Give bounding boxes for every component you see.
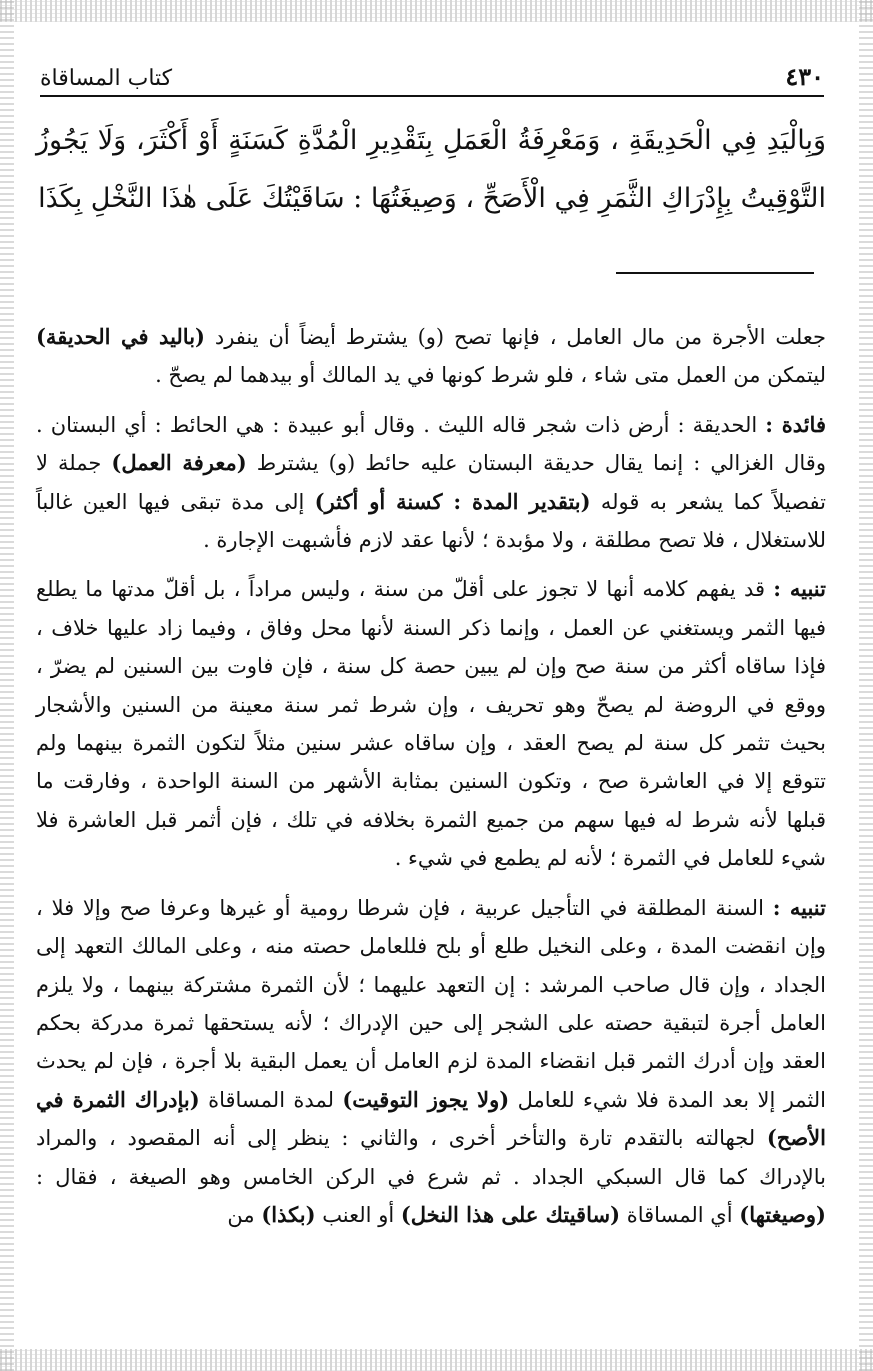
separator-rule [616, 272, 814, 274]
commentary [36, 318, 826, 1245]
decorative-border-right [859, 0, 873, 1371]
note-lead: فائدة : [765, 411, 826, 437]
decorative-border-left [0, 0, 14, 1371]
page-number: ٤٣٠ [785, 62, 824, 91]
note-lead: تنبيه : [772, 894, 826, 920]
note-lead: تنبيه : [773, 576, 826, 602]
book-title: كتاب المساقاة [40, 66, 173, 91]
decorative-border-top [0, 0, 873, 22]
commentary-paragraph-1: جعلت الأجرة من مال العامل ، فإنها تصح (و) يشترط أيضاً أن ينفرد (باليد في الحديقة) ليتمكن من العمل متى شاء ، فلو شرط كونها في يد المالك أو بيدهما لم يصحّ . [36, 324, 826, 388]
main-text: وَبِالْيَدِ فِي الْحَدِيقَةِ ، وَمَعْرِفَةُ الْعَمَلِ بِتَقْدِيرِ الْمُدَّةِ كَسَنَةٍ أَوْ أَكْثَرَ، وَلَا يَجُوزُ التَّوْقِيتُ بِإِدْرَاكِ الثَّمَرِ فِي الْأَصَحِّ ، وَصِيغَتُهَا : سَاقَيْتُكَ عَلَى هٰذَا النَّخْلِ بِكَذَا [36, 125, 826, 214]
commentary-paragraph-3: تنبيه : قد يفهم كلامه أنها لا تجوز على أقلّ من سنة ، وليس مراداً ، بل أقلّ مدتها ما يطلع فيها الثمر ويستغني عن العمل ، وإنما ذكر السنة لأنها محل وفاق ، وفيما زاد عليها خلاف ، فإذا ساقاه أكثر من سنة صح وإن لم يبين حصة كل سنة ، فإن فاوت بين السنين لم يضرّ ، ووقع في الروضة لم يصحّ وهو تحريف ، وإن شرط ثمر سنة معينة من السنين والأشجار بحيث تثمر كل سنة لم يصح العقد ، وإن ساقاه عشر سنين مثلاً لتكون الثمرة بينهما ولم تتوقع إلا في العاشرة صح ، وتكون السنين بمثابة الأشهر من السنة الواحدة ، وفارقت ما قبلها لأنه شرط له فيها سهم من جميع الثمرة بخلافه في تلك ، فإن أثمر قبل العاشرة فلا شيء للعامل في الثمرة ؛ لأنه لم يطمع في شيء . [36, 576, 826, 871]
commentary-paragraph-2: فائدة : الحديقة : أرض ذات شجر قاله الليث . وقال أبو عبيدة : هي الحائط : أي البستان . وقال الغزالي : إنما يقال حديقة البستان عليه حائط (و) يشترط (معرفة العمل) جملة لا تفصيلاً كما يشعر به قوله (بتقدير المدة : كسنة أو أكثر) إلى مدة تبقى فيها العين غالباً للاستغلال ، فلا تصح مطلقة ، ولا مؤبدة ؛ لأنها عقد لازم فأشبهت الإجارة . [36, 411, 826, 553]
decorative-border-bottom [0, 1349, 873, 1371]
commentary-paragraph-4: تنبيه : السنة المطلقة في التأجيل عربية ، فإن شرطا رومية أو غيرها وعرفا صح وإلا فلا ، وإن انقضت المدة ، وعلى النخيل طلع أو بلح فللعامل حصته منه ، وعلى المالك التعهد إلى الجداد ، وإن قال صاحب المرشد : إن التعهد عليهما ؛ لأن الثمرة مشتركة بينهما ، ولا يلزم العامل أجرة لتبقية حصته على الشجر إلى حين الإدراك ؛ لأنه يستحقها ثمرة مدركة بحكم العقد وإن أدرك الثمر قبل انقضاء المدة لزم العامل أن يعمل البقية بلا أجرة ، فإن لم يحدث الثمر إلا بعد المدة فلا شيء للعامل (ولا يجوز التوقيت) لمدة المساقاة (بإدراك الثمرة في الأصح) لجهالته بالتقدم تارة والتأخر أخرى ، والثاني : ينظر إلى أنه المقصود ، والمراد بالإدراك كما قال السبكي الجداد . ثم شرع في الركن الخامس وهو الصيغة ، فقال : (وصيغتها) أي المساقاة (ساقيتك على هذا النخل) أو العنب (بكذا) من [36, 894, 826, 1227]
page-header [40, 55, 824, 97]
